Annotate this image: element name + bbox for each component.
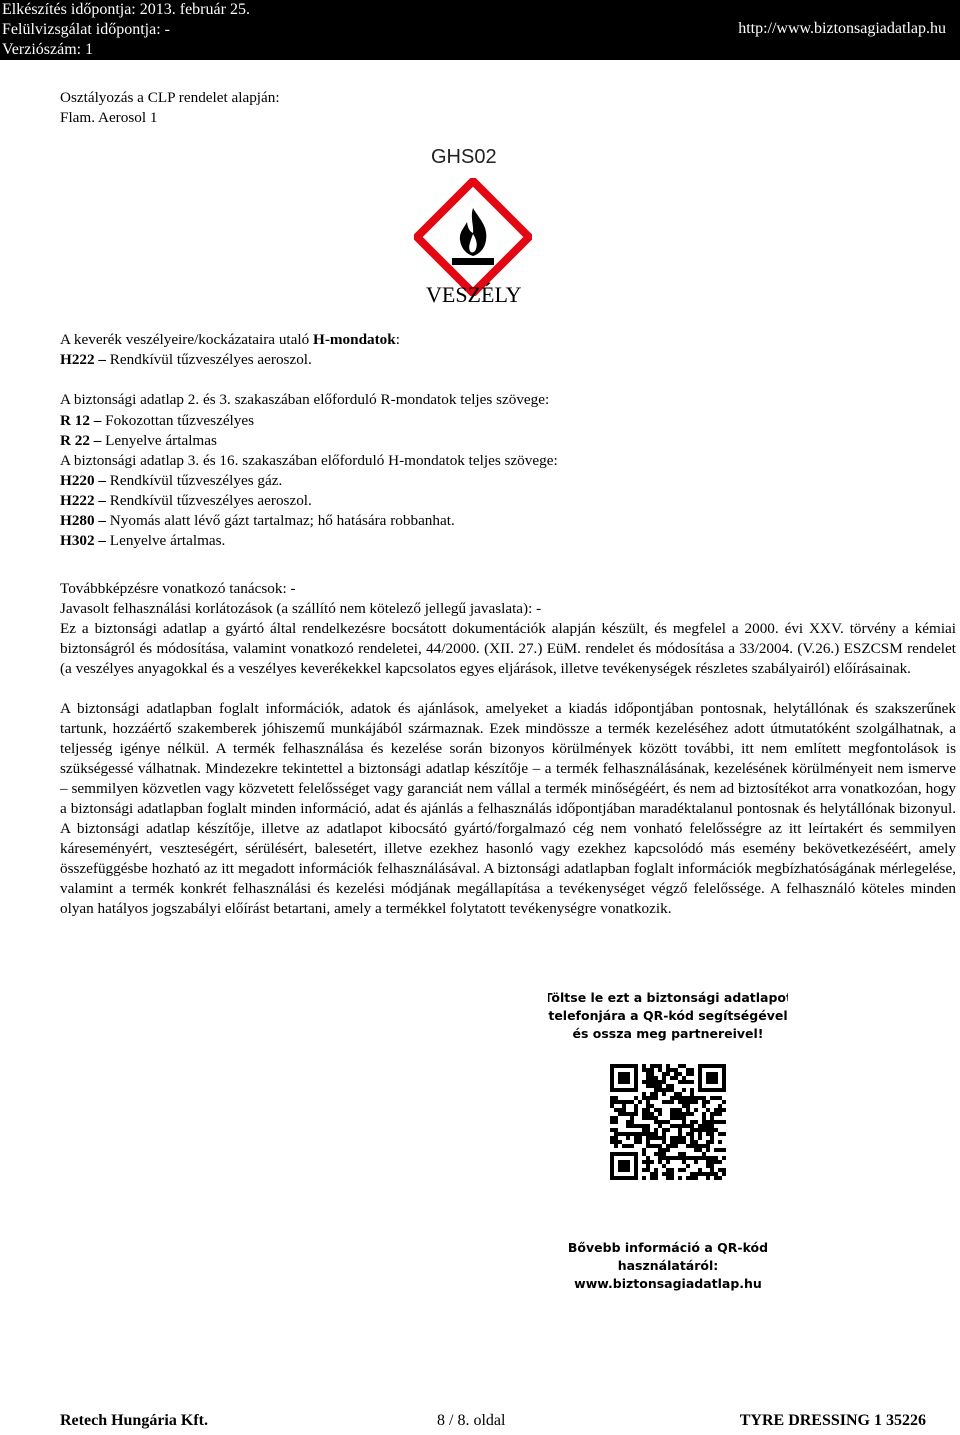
r-text: Lenyelve ártalmas [105,432,217,449]
ghs-pictogram [414,178,532,296]
hazard-intro-bold: H-mondatok [313,331,396,348]
h-text: Rendkívül tűzveszélyes gáz. [109,472,283,489]
ghs-code: GHS02 [431,146,497,168]
h-section-title: A biztonsági adatlap 3. és 16. szakaszában előforduló H-mondatok teljes szövege: [60,452,558,469]
h-text: Rendkívül tűzveszélyes aeroszol. [109,492,312,509]
h-item: H302 – Lenyelve ártalmas. [60,532,226,549]
r-section-title: A biztonsági adatlap 2. és 3. szakaszában előforduló R-mondatok teljes szövege: [60,391,550,408]
created-date: Elkészítés időpontja: 2013. február 25. [2,1,250,18]
r-code: R 22 [60,432,90,449]
footer-company: Retech Hungária Kft. [60,1412,208,1429]
footer-page-number: 8 / 8. oldal [437,1412,506,1429]
classification-value: Flam. Aerosol 1 [60,109,158,126]
h-code: H302 [60,532,95,549]
r-item: R 12 – Fokozottan tűzveszélyes [60,412,255,429]
hazard-code: H222 [60,351,95,368]
review-date: Felülvizsgálat időpontja: - [2,21,170,38]
classification-title: Osztályozás a CLP rendelet alapján: [60,89,280,106]
hazard-intro-colon: : [395,331,400,348]
qr-top-line: és ossza meg partnereivel! [572,1026,764,1041]
r-code: R 12 [60,412,90,429]
qr-finder-square [618,1160,630,1172]
training-advice: Továbbképzésre vonatkozó tanácsok: - [60,580,296,597]
h-item: H220 – Rendkívül tűzveszélyes gáz. [60,472,283,489]
qr-bottom-line: www.biztonsagiadatlap.hu [574,1276,762,1291]
legal-paragraph: Ez a biztonsági adatlap a gyártó által rendelkezésre bocsátott dokumentációk alapján készült, és megfelel a 2000. évi XXV. törvény a kémiai biztonságról és módosítása, valamint vonatkozó rendeletei, 44/2000. (XII. 27.) EüM. rendelet és módosítása a 33/2004. (V.26.) ESZCSM rendelet (a veszélyes anyagokkal és a veszélyes keverékekkel kapcsolatos egyes eljárások, illetve tevékenységek részletes szabályairól) előírásainak. [60,620,956,677]
r-item: R 22 – Lenyelve ártalmas [60,432,217,449]
website-link[interactable]: http://www.biztonsagiadatlap.hu [738,20,946,37]
qr-finder-square [706,1072,718,1084]
h-text: Nyomás alatt lévő gázt tartalmaz; hő hatására robbanhat. [109,512,455,529]
qr-code-panel [548,980,788,1310]
signal-word: VESZÉLY [426,282,522,307]
disclaimer-paragraph: A biztonsági adatlapban foglalt információk, adatok és ajánlások, amelyeket a kiadás időpontjában pontosnak, helytállónak és szakszerűnek tartunk, hozzáértő szakemberek jóhiszemű munkájából származnak. Ezek mindössze a termék kezeléséhez adott útmutatóként szolgálhatnak, a teljesség igénye nélkül. A termék felhasználása és kezelése során bizonyos körülmények között további, itt nem említett megfontolások is szükségessé válhatnak. Mindezekre tekintettel a biztonsági adatlap készítője – a termék felhasználásának, kezelésének körülményeit nem ismerve – semmilyen közvetlen vagy közvetett felelősséget vagy garanciát nem vállal a termék minőségéért, és nem ad biztosítékot arra vonatkozóan, hogy a biztonsági adatlapban foglalt minden információ, adat és ajánlás a felhasználás időpontjában maradéktalanul pontosnak és helytállónak bizonyul. A biztonsági adatlap készítője, illetve az adatlapot kibocsátó gyártó/forgalmazó cég nem vonható felelősségre az itt leírtakért és semmilyen káreseményért, veszteségért, sérülésért, balesetért, illetve ezekhez hasonló vagy ezekhez kapcsolódó más esemény bekövetkezéséért, amely összefüggésbe hozható az itt megadott információk felhasználásával. A biztonsági adatlapban foglalt információk megbízhatóságának mérlegelése, valamint a termék konkrét felhasználási és kezelési módjának megállapítása a tevékenységet végző felelőssége. A felhasználó köteles minden olyan hatályos jogszabályi előírást betartani, amely a termékkel folytatott tevékenységre vonatkozik. [60,700,956,917]
r-text: Fokozottan tűzveszélyes [105,412,255,429]
qr-bottom-line: használatáról: [617,1258,719,1273]
h-item: H222 – Rendkívül tűzveszélyes aeroszol. [60,492,312,509]
flame-icon [414,178,532,296]
qr-bottom-line: Bővebb információ a QR-kód [567,1240,769,1255]
footer-product: TYRE DRESSING 1 35226 [739,1412,926,1429]
hazard-h222: H222 – Rendkívül tűzveszélyes aeroszol. [60,351,312,368]
h-code: H222 [60,492,95,509]
qr-top-line: Töltse le ezt a biztonsági adatlapot [548,990,788,1005]
h-code: H220 [60,472,95,489]
version-number: Verziószám: 1 [2,41,94,58]
h-text: Lenyelve ártalmas. [109,532,226,549]
hazard-intro-text: A keverék veszélyeire/kockázataira utaló [60,331,313,348]
qr-top-line: telefonjára a QR-kód segítségével [548,1008,788,1023]
h-item: H280 – Nyomás alatt lévő gázt tartalmaz; hő hatására robbanhat. [60,512,455,529]
qr-code-graphic[interactable] [548,980,788,1310]
page-header [0,0,960,60]
h-code: H280 [60,512,95,529]
qr-finder-square [618,1072,630,1084]
hazard-text: Rendkívül tűzveszélyes aeroszol. [109,351,312,368]
hazard-intro [60,330,400,350]
usage-restrictions: Javasolt felhasználási korlátozások (a szállító nem kötelező jellegű javaslata): - [60,600,542,617]
